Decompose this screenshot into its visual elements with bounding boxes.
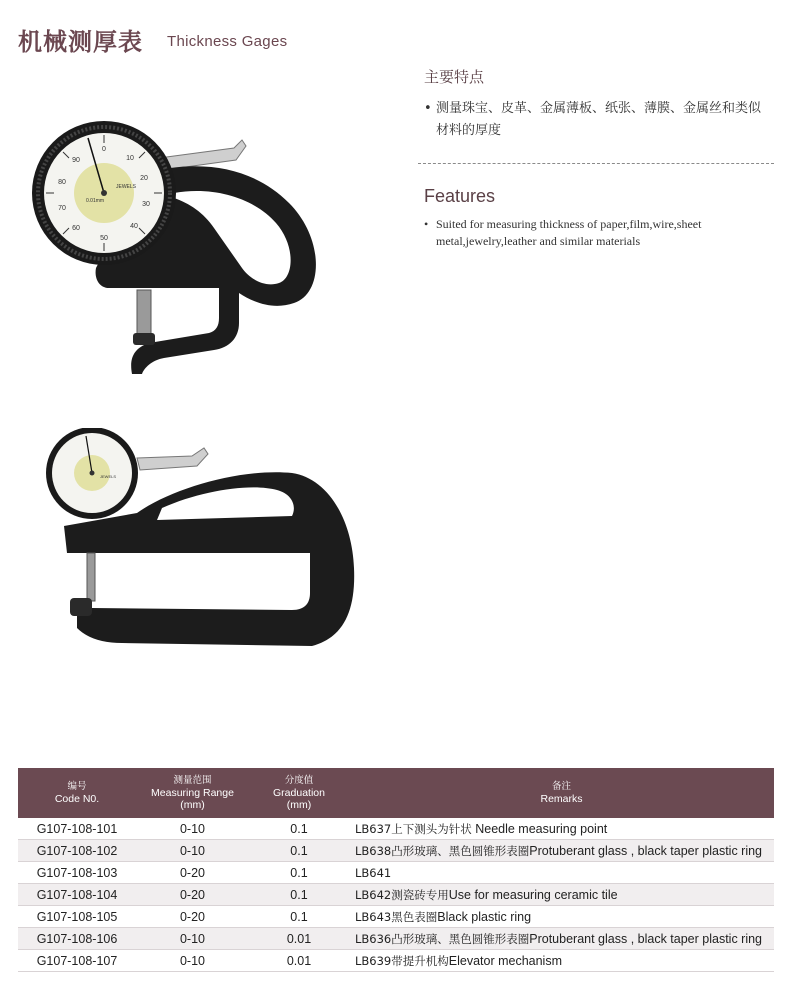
- cell-range: 0-10: [136, 818, 249, 840]
- cell-code: G107-108-102: [18, 840, 136, 862]
- cell-code: G107-108-106: [18, 928, 136, 950]
- spec-table: [18, 768, 774, 972]
- cell-code: G107-108-105: [18, 906, 136, 928]
- cell-range: 0-10: [136, 840, 249, 862]
- cell-code: G107-108-103: [18, 862, 136, 884]
- dial2-brand: JEWELS: [100, 474, 117, 479]
- bullet-icon: •: [424, 217, 429, 231]
- page-title-cn: 机械测厚表: [18, 28, 143, 56]
- col-header-code: 编号 Code N0.: [18, 768, 136, 818]
- features-en-text: Suited for measuring thickness of paper,film,wire,sheet metal,jewelry,leather and similar materials: [436, 217, 702, 248]
- table-row: [18, 884, 774, 906]
- features-cn-text: 测量珠宝、皮革、金属薄板、纸张、薄膜、金属丝和类似材料的厚度: [436, 101, 762, 138]
- col-header-range: 测量范围 Measuring Range (mm): [136, 768, 249, 818]
- page-title-en: Thickness Gages: [167, 33, 288, 50]
- cell-range: 0-20: [136, 906, 249, 928]
- spec-table-header: [18, 768, 774, 818]
- cell-range: 0-20: [136, 862, 249, 884]
- dial-tick-40: 40: [130, 223, 138, 230]
- cell-graduation: 0.1: [249, 840, 349, 862]
- cell-remarks: LB636凸形玻璃、黑色圆锥形表圈Protuberant glass , black taper plastic ring: [349, 928, 774, 950]
- cell-code: G107-108-104: [18, 884, 136, 906]
- dial-tick-10: 10: [126, 155, 134, 162]
- cell-range: 0-20: [136, 884, 249, 906]
- cell-graduation: 0.1: [249, 884, 349, 906]
- cell-code: G107-108-107: [18, 950, 136, 972]
- features-en-heading: Features: [424, 186, 496, 206]
- table-row: [18, 840, 774, 862]
- features-en-item: [424, 216, 764, 250]
- thickness-gage-image-2: [42, 428, 362, 653]
- cell-range: 0-10: [136, 928, 249, 950]
- dial-tick-20: 20: [140, 175, 148, 182]
- dial-unit: 0.01mm: [86, 198, 105, 204]
- cell-remarks: LB637上下测头为针状 Needle measuring point: [349, 818, 774, 840]
- dial-tick-90: 90: [72, 157, 80, 164]
- cell-range: 0-10: [136, 950, 249, 972]
- cell-remarks: LB639带提升机构Elevator mechanism: [349, 950, 774, 972]
- table-row: [18, 928, 774, 950]
- dial-tick-60: 60: [72, 225, 80, 232]
- dial-tick-50: 50: [100, 235, 108, 242]
- table-row: [18, 906, 774, 928]
- cell-remarks: LB638凸形玻璃、黑色圆锥形表圈Protuberant glass , black taper plastic ring: [349, 840, 774, 862]
- cell-graduation: 0.1: [249, 818, 349, 840]
- cell-remarks: LB643黑色表圈Black plastic ring: [349, 906, 774, 928]
- thickness-gage-image-1: [24, 118, 329, 383]
- dial-tick-30: 30: [142, 201, 150, 208]
- table-row: [18, 818, 774, 840]
- dashed-divider: [418, 163, 774, 164]
- cell-graduation: 0.01: [249, 928, 349, 950]
- col-header-graduation: 分度值 Graduation (mm): [249, 768, 349, 818]
- cell-graduation: 0.1: [249, 862, 349, 884]
- table-row: [18, 950, 774, 972]
- dial-tick-70: 70: [58, 205, 66, 212]
- bullet-icon: •: [424, 101, 432, 116]
- dial-tick-0: 0: [102, 146, 106, 153]
- table-row: [18, 862, 774, 884]
- cell-remarks: LB641: [349, 862, 774, 884]
- cell-code: G107-108-101: [18, 818, 136, 840]
- dial-tick-80: 80: [58, 179, 66, 186]
- cell-graduation: 0.1: [249, 906, 349, 928]
- cell-graduation: 0.01: [249, 950, 349, 972]
- features-cn-item: [424, 98, 769, 142]
- cell-remarks: LB642测瓷砖专用Use for measuring ceramic tile: [349, 884, 774, 906]
- dial-brand: JEWELS: [116, 184, 137, 190]
- col-header-remarks: 备注 Remarks: [349, 768, 774, 818]
- features-cn-heading: 主要特点: [424, 68, 485, 86]
